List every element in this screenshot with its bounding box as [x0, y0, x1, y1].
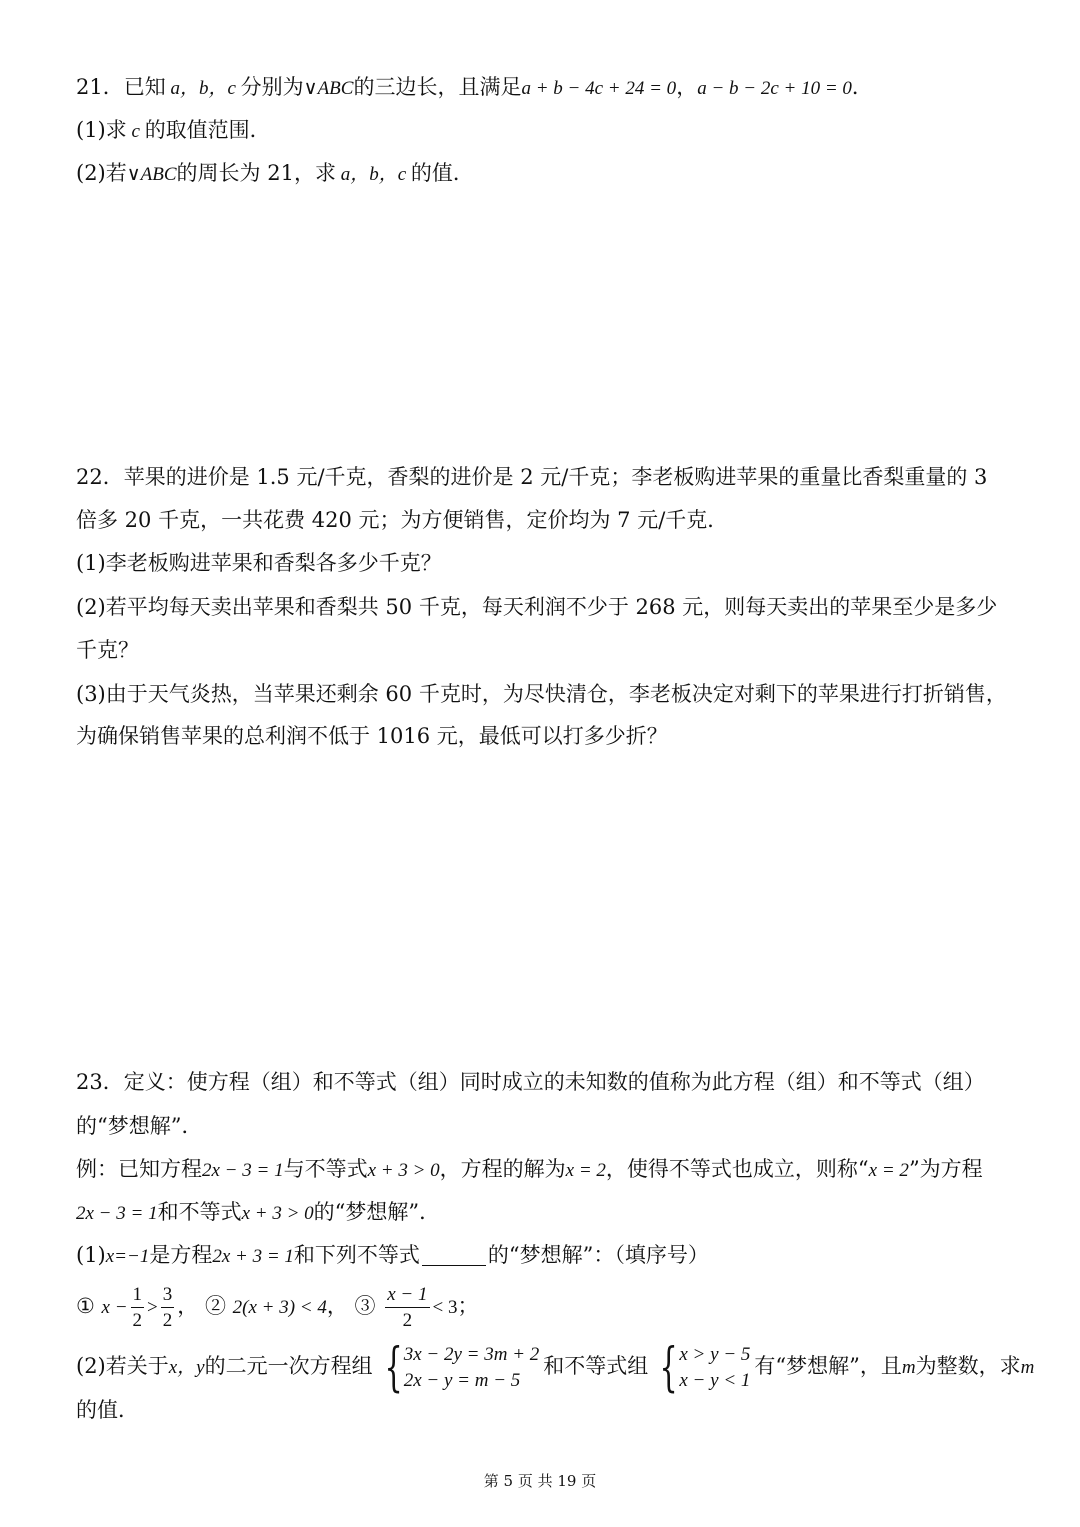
fraction-x-minus-1-over-2: $\frac{x - 1}{2}$: [387, 1284, 428, 1331]
q23-part1: (1)x=−1是方程2x + 3 = 1和下列不等式 的“梦想解”：（填序号）: [76, 1243, 709, 1267]
q22-part3-cont: 为确保销售苹果的总利润不低于 1016 元，最低可以打多少折？: [76, 724, 668, 748]
q22-part2-cont: 千克？: [76, 638, 139, 662]
q23-example-cont: 2x − 3 = 1和不等式x + 3 > 0的“梦想解”．: [76, 1200, 441, 1224]
q23-part2: (2)若关于x，y的二元一次方程组 { 3x − 2y = 3m + 2 2x − y = m − 5 和不等式组 { x > y − 5 x − y < 1 有“梦想解”，且m为整数，求m: [76, 1337, 1035, 1398]
option-1-marker: ①: [76, 1294, 95, 1318]
q23-example: 例：已知方程2x − 3 = 1与不等式x + 3 > 0，方程的解为x = 2，使得不等式也成立，则称“x = 2”为方程: [76, 1157, 983, 1181]
q23-definition-cont: 的“梦想解”．: [76, 1114, 203, 1138]
q23-options: ① x − $\frac{1}{2}$ > $\frac{3}{2}$ ， ② 2(x + 3) < 4， ③ $\frac{x - 1}{2}$ < 3；: [76, 1284, 479, 1331]
fraction-3-2: $\frac{3}{2}$: [162, 1284, 173, 1331]
q23-part2-cont: 的值．: [76, 1398, 139, 1422]
fraction-1-2: $\frac{1}{2}$: [132, 1284, 143, 1331]
option-2-marker: ②: [204, 1294, 226, 1318]
answer-blank[interactable]: [422, 1243, 486, 1266]
q22-part3: (3)由于天气炎热，当苹果还剩余 60 千克时，为尽快清仓，李老板决定对剩下的苹果进行打折销售，: [76, 682, 1007, 706]
q22-part2: (2)若平均每天卖出苹果和香梨共 50 千克，每天利润不少于 268 元，则每天卖出的苹果至少是多少: [76, 595, 998, 619]
inequality-system: { x > y − 5 x − y < 1: [659, 1337, 751, 1398]
option-3-marker: ③: [354, 1294, 376, 1318]
page-footer: 第 5 页 共 19 页: [483, 1472, 597, 1490]
triangle-abc: ∨ABC: [303, 78, 354, 99]
q22-line1: 22．苹果的进价是 1.5 元/千克，香梨的进价是 2 元/千克；李老板购进苹果的重量比香梨重量的 3: [76, 465, 988, 489]
equation-2: a − b − 2c + 10 = 0: [697, 78, 852, 99]
q22-part1: (1)李老板购进苹果和香梨各多少千克？: [76, 551, 442, 575]
equation-1: a + b − 4c + 24 = 0: [521, 78, 677, 99]
q21-line1: 21．已知 a，b，c 分别为∨ABC的三边长，且满足a + b − 4c + 24 = 0，a − b − 2c + 10 = 0．: [76, 75, 873, 99]
q21-part1: (1)求 c 的取值范围．: [76, 118, 271, 142]
q23-definition: 23．定义：使方程（组）和不等式（组）同时成立的未知数的值称为此方程（组）和不等式（组）: [76, 1070, 985, 1094]
q21-part2: (2)若∨ABC的周长为 21，求 a，b，c 的值．: [76, 161, 474, 185]
q22-line2: 倍多 20 千克，一共花费 420 元；为方便销售，定价均为 7 元/千克．: [76, 508, 729, 532]
equation-system: { 3x − 2y = 3m + 2 2x − y = m − 5: [384, 1337, 540, 1398]
